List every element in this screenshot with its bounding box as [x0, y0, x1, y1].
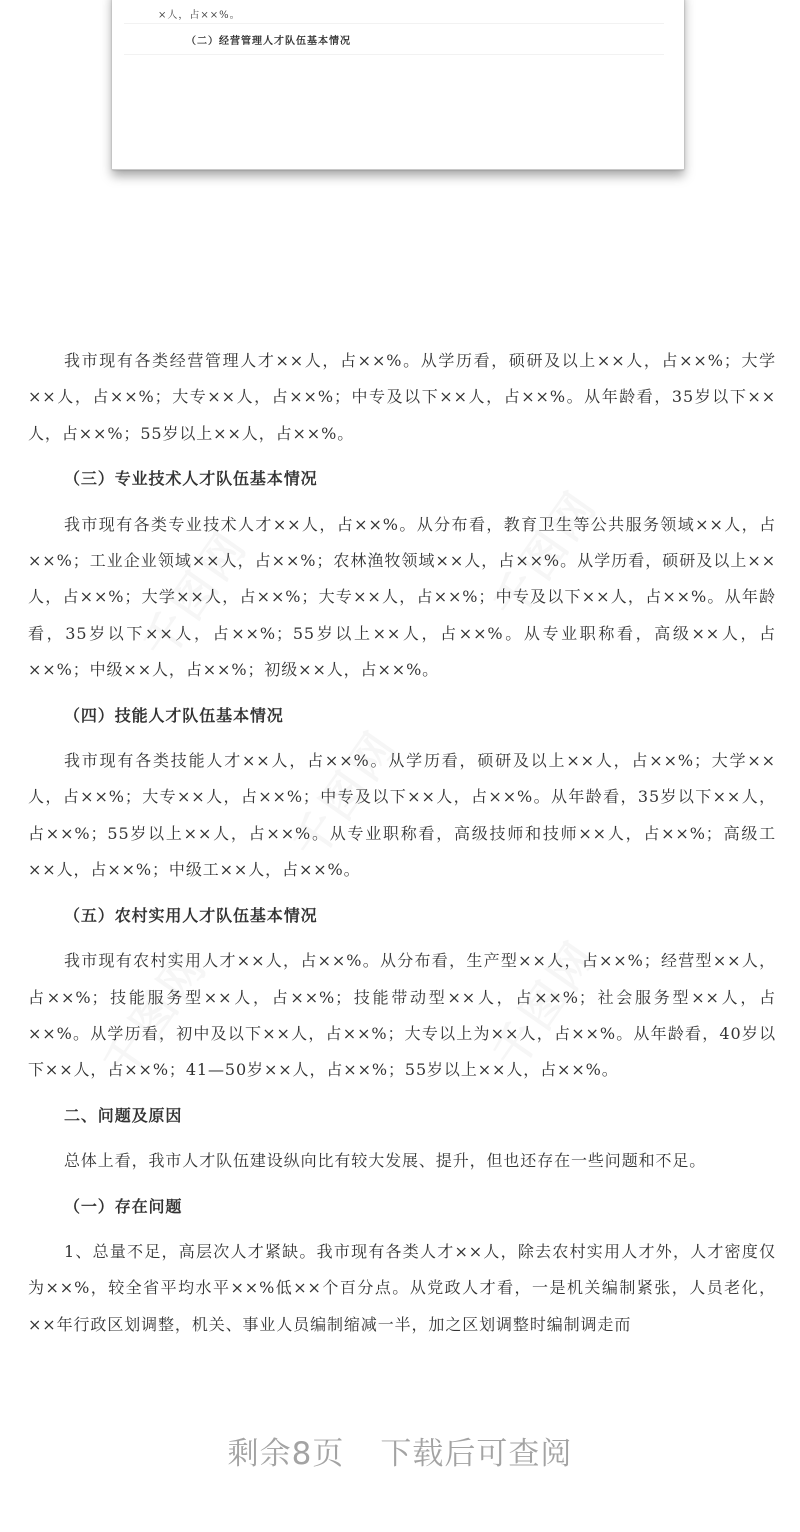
preview-section-heading: （二）经营管理人才队伍基本情况 — [186, 36, 351, 47]
paragraph-problem-1: 1、总量不足，高层次人才紧缺。我市现有各类人才××人，除去农村实用人才外，人才密度仅为××%，较全省平均水平××%低××个百分点。从党政人才看，一是机关编制紧张，人员老化，××年行政区划调整，机关、事业人员编制缩减一半，加之区划调整时编制调走而 — [28, 1241, 776, 1334]
document-body — [28, 343, 776, 1343]
document-preview-page — [112, 0, 684, 170]
remaining-pages-label: 剩余8页 — [227, 1436, 345, 1472]
paragraph-rural-talent: 我市现有农村实用人才××人，占××%。从分布看，生产型××人，占××%；经营型××人，占××%；技能服务型××人，占××%；技能带动型××人，占××%；社会服务型××人，占××%。从学历看，初中及以下××人，占××%；大专以上为××人，占××%。从年龄看，40岁以下××人，占××%；41—50岁××人，占××%；55岁以上××人，占××%。 — [28, 951, 776, 1080]
heading-existing-problems: （一）存在问题 — [64, 1196, 183, 1216]
paragraph-skilled-talent: 我市现有各类技能人才××人，占××%。从学历看，硕研及以上××人，占××%；大学××人，占××%；大专××人，占××%；中专及以下××人，占××%。从年龄看，35岁以下××人，占××%；55岁以上××人，占××%。从专业职称看，高级技师和技师××人，占××%；高级工××人，占××%；中级工××人，占××%。 — [28, 751, 776, 880]
heading-technical-talent: （三）专业技术人才队伍基本情况 — [64, 469, 318, 489]
download-hint-label: 下载后可查阅 — [380, 1436, 573, 1472]
heading-rural-talent: （五）农村实用人才队伍基本情况 — [64, 905, 318, 925]
paragraph-management-talent: 我市现有各类经营管理人才××人，占××%。从学历看，硕研及以上××人，占××%；大学××人，占××%；大专××人，占××%；中专及以下××人，占××%。从年龄看，35岁以下××人，占××%；55岁以上××人，占××%。 — [28, 351, 776, 443]
paragraph-overview: 总体上看，我市人才队伍建设纵向比有较大发展、提升，但也还存在一些问题和不足。 — [64, 1151, 707, 1171]
preview-line-tail: ×人，占××%。 — [158, 10, 241, 21]
paragraph-technical-talent: 我市现有各类专业技术人才××人，占××%。从分布看，教育卫生等公共服务领域××人，占××%；工业企业领域××人，占××%；农林渔牧领域××人，占××%。从学历看，硕研及以上××人，占××%；大学××人，占××%；大专××人，占××%；中专及以下××人，占××%。从年龄看，35岁以下××人，占××%；55岁以上××人，占××%。从专业职称看，高级××人，占××%；中级××人，占××%；初级××人，占××%。 — [28, 514, 776, 680]
download-to-read-more-banner[interactable] — [0, 1428, 800, 1473]
preview-divider — [124, 54, 664, 55]
heading-skilled-talent: （四）技能人才队伍基本情况 — [64, 705, 284, 725]
heading-problems-causes: 二、问题及原因 — [64, 1105, 183, 1125]
preview-divider — [124, 23, 664, 24]
